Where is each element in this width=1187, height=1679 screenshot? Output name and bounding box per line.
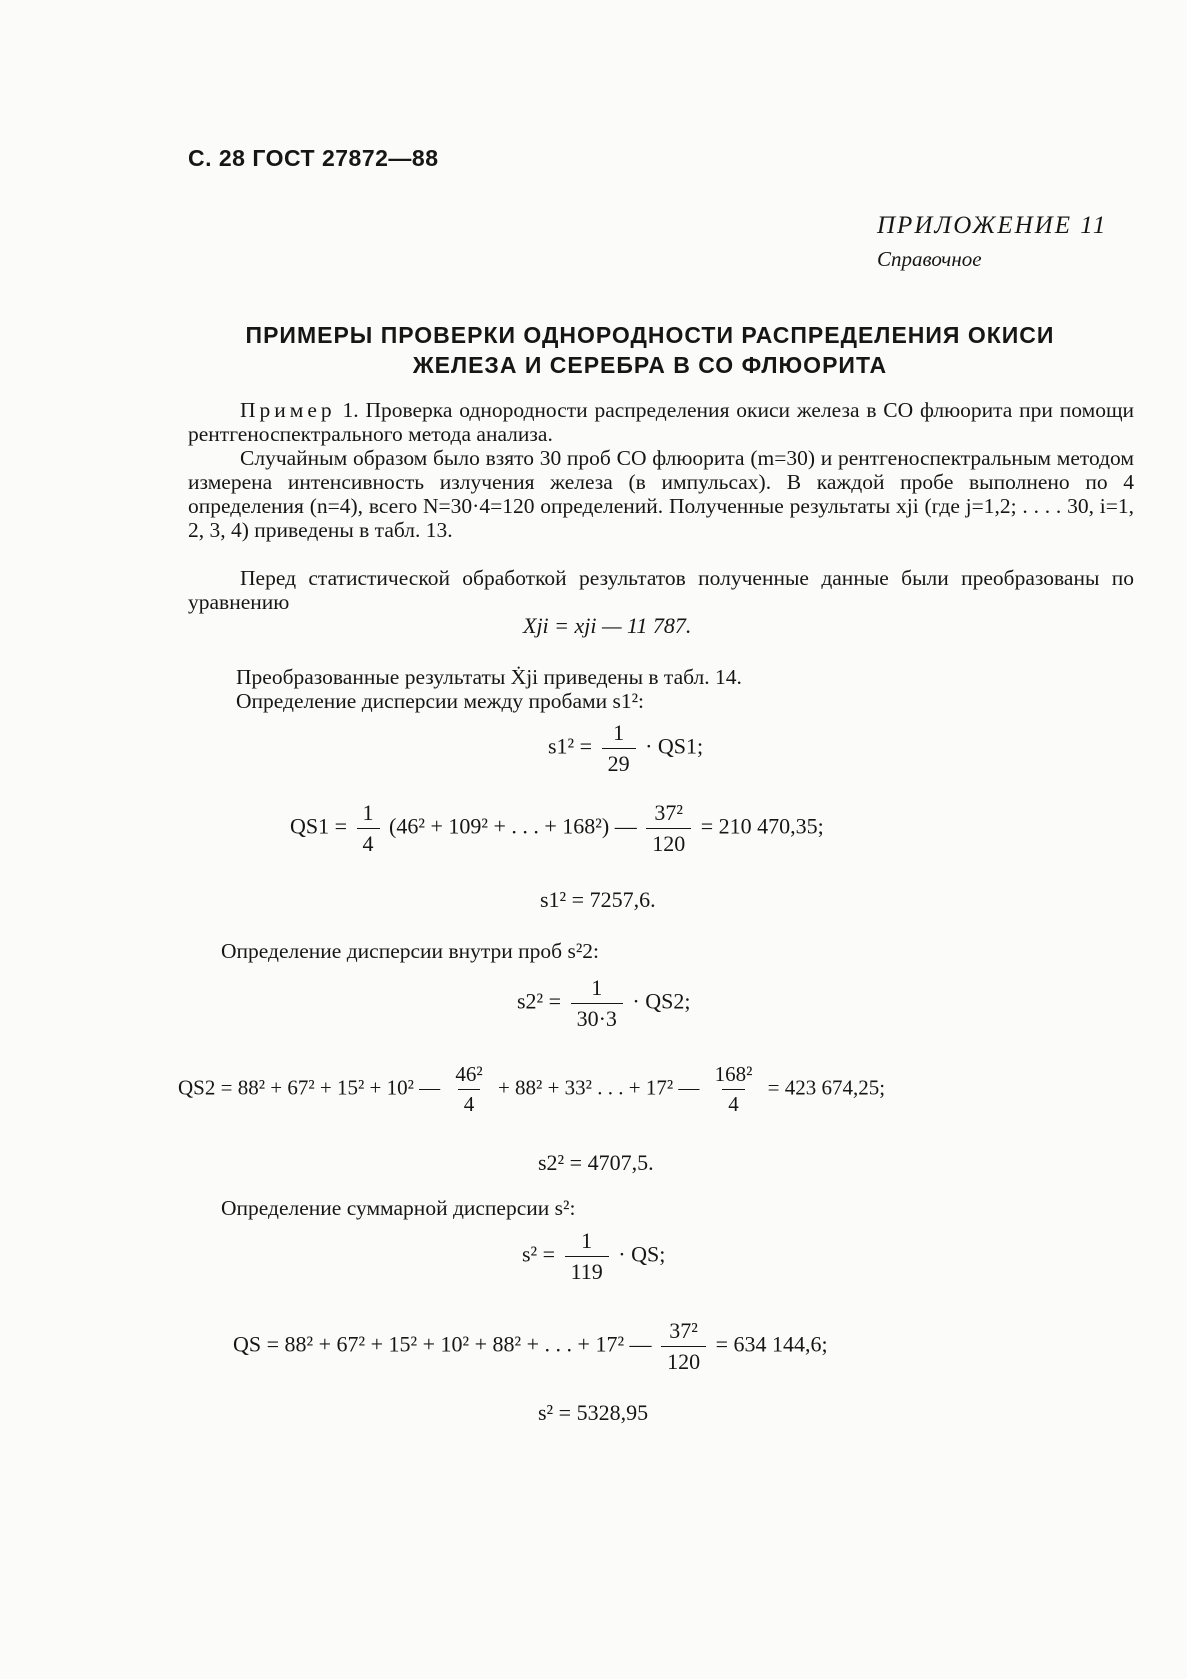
eq-s1-fraction — [602, 720, 636, 777]
equation-s-value: s² = 5328,95 — [538, 1400, 649, 1425]
eq-qs1-den2: 120 — [646, 828, 691, 857]
eq-s1-lhs: s1² = — [548, 733, 593, 759]
equation-transform: Xji = xji — 11 787. — [523, 613, 692, 638]
eq-s1-num: 1 — [613, 720, 625, 745]
eq-s2-num: 1 — [591, 975, 603, 1000]
eq-qs-den: 120 — [661, 1346, 706, 1375]
eq-qs1-rhs: = 210 470,35; — [700, 813, 824, 839]
between-samples-text: Определение дисперсии между пробами s1²: — [236, 689, 645, 713]
equation-qs1 — [290, 800, 824, 857]
eq-s-num: 1 — [581, 1228, 593, 1253]
example-label: Пример — [240, 398, 336, 422]
eq-s-den: 119 — [565, 1256, 609, 1285]
section-title-line1: ПРИМЕРЫ ПРОВЕРКИ ОДНОРОДНОСТИ РАСПРЕДЕЛЕНИЯ ОКИСИ — [245, 322, 1055, 348]
eq-qs2-den2: 4 — [722, 1089, 745, 1117]
eq-s1-rhs: · QS1; — [645, 733, 704, 759]
eq-qs2-num2: 168² — [714, 1062, 753, 1086]
eq-qs1-den1: 4 — [357, 828, 380, 857]
transformed-results-text: Преобразованные результаты Ẋji приведены в табл. 14. — [236, 665, 742, 689]
eq-qs1-num1: 1 — [362, 800, 374, 825]
eq-qs-lhs: QS = 88² + 67² + 15² + 10² + 88² + . . . + 17² — — [233, 1331, 652, 1357]
eq-qs1-lhs: QS1 = — [290, 813, 348, 839]
appendix-label: ПРИЛОЖЕНИЕ 11 — [877, 212, 1108, 239]
eq-qs1-num2: 37² — [654, 800, 683, 825]
eq-qs2-lhs: QS2 = 88² + 67² + 15² + 10² — — [178, 1075, 441, 1100]
equation-s1 — [548, 720, 703, 777]
equation-qs — [233, 1318, 828, 1375]
eq-qs-fraction — [661, 1318, 706, 1375]
eq-qs1-fraction1 — [357, 800, 380, 857]
eq-qs1-mid: (46² + 109² + . . . + 168²) — — [389, 813, 637, 839]
method-text: Случайным образом было взято 30 проб СО флюорита (m=30) и рентгеноспектральным методом измерена интенсивность излучения железа (в импульсах). В каждой пробе выполнено по 4 определения (n=4), всего N=30·4=120 определений. Полученные результаты xji (где j=1,2; . . . . 30, i=1, 2, 3, 4) приведены в табл. 13. — [188, 446, 1134, 542]
eq-s2-rhs: · QS2; — [632, 988, 691, 1014]
appendix-sublabel: Справочное — [877, 247, 982, 271]
example-text: Проверка однородности распределения окиси железа в СО флюорита при помощи рентгеноспектрального метода анализа. — [188, 398, 1135, 446]
method-paragraph — [188, 446, 1134, 542]
eq-qs2-fraction1 — [449, 1062, 488, 1117]
section-title-line2: ЖЕЛЕЗА И СЕРЕБРА В СО ФЛЮОРИТА — [412, 352, 888, 378]
within-samples-text: Определение дисперсии внутри проб s²2: — [221, 939, 599, 963]
eq-qs2-rhs: = 423 674,25; — [767, 1075, 886, 1100]
eq-qs2-mid: + 88² + 33² . . . + 17² — — [497, 1075, 700, 1100]
equation-s — [522, 1228, 665, 1285]
eq-qs2-den1: 4 — [458, 1089, 481, 1117]
eq-s2-den: 30·3 — [571, 1003, 623, 1032]
eq-s-lhs: s² = — [522, 1241, 556, 1267]
transform-text: Перед статистической обработкой результатов полученные данные были преобразованы по уравнению — [188, 566, 1134, 614]
page-header: С. 28 ГОСТ 27872—88 — [188, 145, 439, 171]
eq-s-fraction — [565, 1228, 609, 1285]
eq-s2-fraction — [571, 975, 623, 1032]
eq-s1-den: 29 — [602, 748, 636, 777]
equation-s1-value: s1² = 7257,6. — [540, 887, 656, 912]
equation-qs2 — [178, 1062, 885, 1117]
eq-s2-lhs: s2² = — [517, 988, 562, 1014]
total-dispersion-text: Определение суммарной дисперсии s²: — [221, 1196, 576, 1220]
equation-s2-value: s2² = 4707,5. — [538, 1150, 654, 1175]
eq-qs2-fraction2 — [709, 1062, 759, 1117]
eq-qs-num: 37² — [669, 1318, 698, 1343]
eq-qs1-fraction2 — [646, 800, 691, 857]
transform-paragraph — [188, 566, 1134, 614]
example-paragraph — [188, 398, 1134, 446]
example-number: 1. — [342, 398, 359, 422]
eq-qs2-num1: 46² — [455, 1062, 483, 1086]
equation-s2 — [517, 975, 690, 1032]
eq-qs-rhs: = 634 144,6; — [715, 1331, 828, 1357]
eq-s-rhs: · QS; — [618, 1241, 666, 1267]
